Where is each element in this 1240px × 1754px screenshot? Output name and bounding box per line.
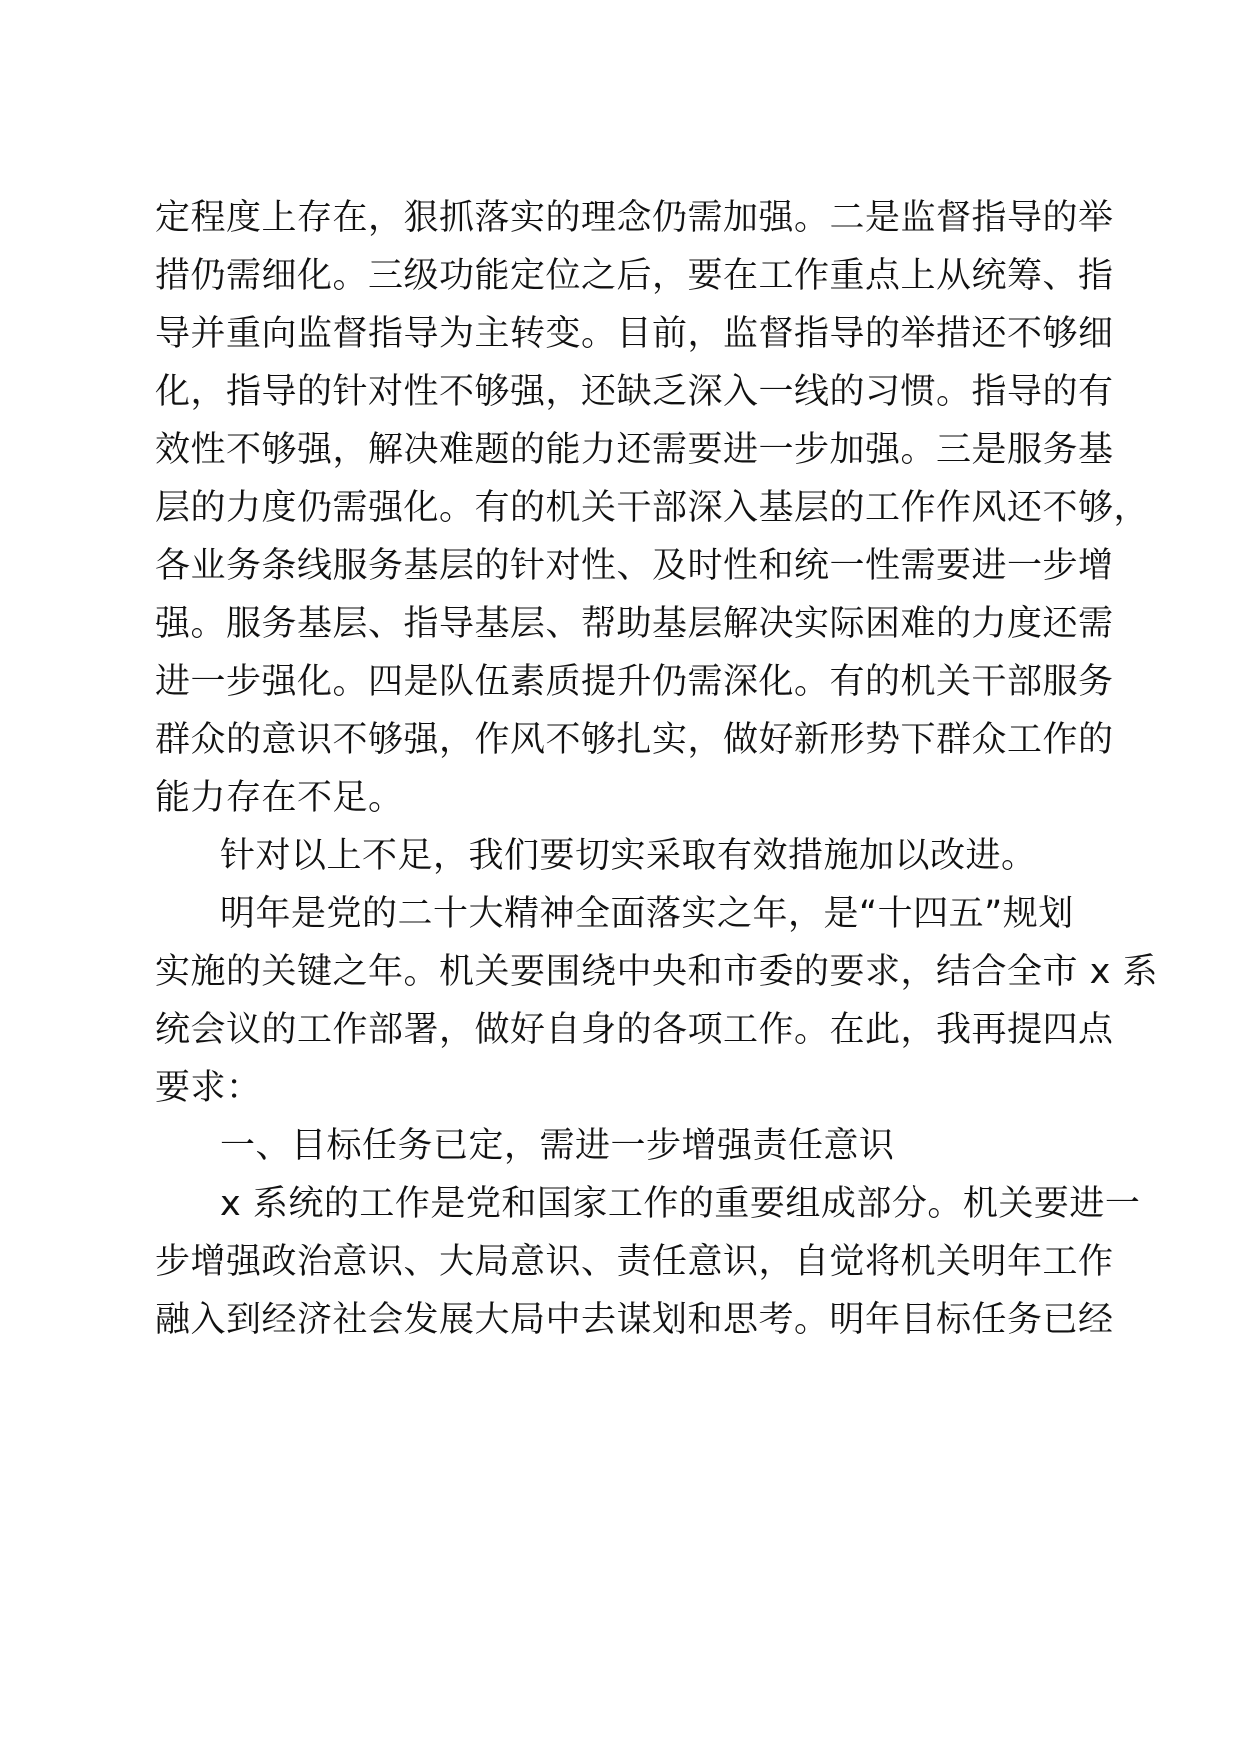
body-text-line: 群众的意识不够强，作风不够扎实，做好新形势下群众工作的 bbox=[155, 720, 1114, 760]
body-text-line: 强。服务基层、指导基层、帮助基层解决实际困难的力度还需 bbox=[155, 604, 1114, 644]
body-text-line: 进一步强化。四是队伍素质提升仍需深化。有的机关干部服务 bbox=[155, 662, 1114, 702]
body-text-line: 效性不够强，解决难题的能力还需要进一步加强。三是服务基 bbox=[155, 430, 1114, 470]
body-text-line: 步增强政治意识、大局意识、责任意识，自觉将机关明年工作 bbox=[155, 1242, 1114, 1282]
paragraph-start-line: x 系统的工作是党和国家工作的重要组成部分。机关要进一 bbox=[220, 1184, 1141, 1224]
body-text-line: 统会议的工作部署，做好自身的各项工作。在此，我再提四点 bbox=[155, 1010, 1114, 1050]
body-text-line: 融入到经济社会发展大局中去谋划和思考。明年目标任务已经 bbox=[155, 1300, 1114, 1340]
body-text-line: 层的力度仍需强化。有的机关干部深入基层的工作作风还不够， bbox=[155, 488, 1150, 528]
body-text-line: 要求： bbox=[155, 1068, 262, 1108]
body-text-line: 导并重向监督指导为主转变。目前，监督指导的举措还不够细 bbox=[155, 314, 1114, 354]
body-text-line: 化，指导的针对性不够强，还缺乏深入一线的习惯。指导的有 bbox=[155, 372, 1114, 412]
body-text-line: 能力存在不足。 bbox=[155, 778, 404, 818]
body-text-line: 各业务条线服务基层的针对性、及时性和统一性需要进一步增 bbox=[155, 546, 1114, 586]
section-heading: 一、目标任务已定，需进一步增强责任意识 bbox=[220, 1126, 895, 1166]
body-text-line: 措仍需细化。三级功能定位之后，要在工作重点上从统筹、指 bbox=[155, 256, 1114, 296]
body-text-line: 实施的关键之年。机关要围绕中央和市委的要求，结合全市 x 系 bbox=[155, 952, 1158, 992]
paragraph-start-line: 针对以上不足，我们要切实采取有效措施加以改进。 bbox=[220, 836, 1037, 876]
paragraph-start-line: 明年是党的二十大精神全面落实之年，是“十四五”规划 bbox=[220, 894, 1074, 934]
body-text-line: 定程度上存在，狠抓落实的理念仍需加强。二是监督指导的举 bbox=[155, 198, 1114, 238]
